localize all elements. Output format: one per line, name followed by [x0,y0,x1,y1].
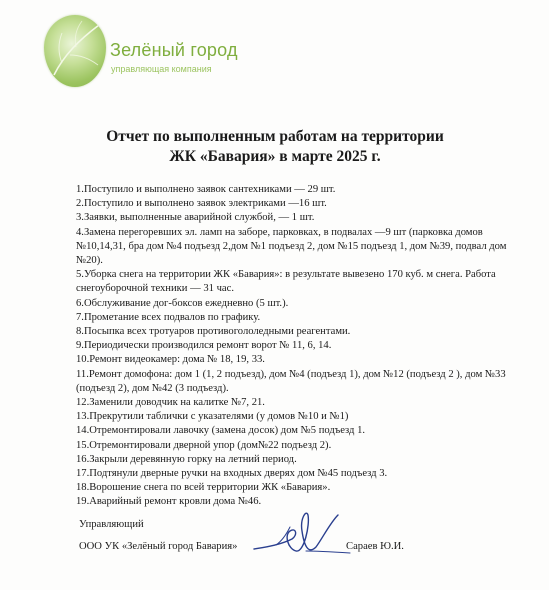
report-title-line-2: ЖК «Бавария» в марте 2025 г. [169,148,381,165]
list-item: 13.Прекрутили таблички с указателями (у домов №10 и №1) [76,411,349,423]
list-item: 6.Обслуживание дог-боксов ежедневно (5 шт.). [76,297,289,309]
report-title [60,127,490,167]
list-item: 2.Поступило и выполнено заявок электриками —16 шт. [76,198,327,210]
logo-company-name: Зелёный город [110,40,238,60]
leaf-icon [44,15,106,87]
logo-subtitle: управляющая компания [111,64,212,74]
list-item: 5.Уборка снега на территории ЖК «Бавария»: в результате вывезено 170 куб. м снега. Работа снегоуборочной техники — 31 час. [76,269,496,295]
work-items-list [76,183,521,510]
signatory-name: Сараев Ю.И. [346,541,404,552]
list-item: 12.Заменили доводчик на калитке №7, 21. [76,397,265,409]
list-item: 18.Ворошение снега по всей территории ЖК «Бавария». [76,482,331,494]
company-logo [44,12,254,92]
list-item: 15.Отремонтировали дверной упор (дом№22 подъезд 2). [76,439,332,451]
list-item: 4.Замена перегоревших эл. ламп на заборе, парковках, в подвалах —9 шт (парковка домов №10,14,31, бра дом №4 подъезд 2,дом №1 подъезд 2, дом №15 подъезд 1, дом №39, подвал дом №20). [76,226,507,267]
signatory-role: Управляющий [79,519,144,530]
list-item: 9.Периодически производился ремонт ворот № 11, 6, 14. [76,340,332,352]
list-item: 16.Закрыли деревянную горку на летний период. [76,453,297,465]
list-item: 8.Посыпка всех тротуаров противогололедными реагентами. [76,326,351,338]
list-item: 7.Прометание всех подвалов по графику. [76,311,261,323]
report-title-line-1: Отчет по выполненным работам на территории [106,128,444,145]
list-item: 14.Отремонтировали лавочку (замена досок) дом №5 подъезд 1. [76,425,366,437]
list-item: 3.Заявки, выполненные аварийной службой, — 1 шт. [76,212,315,224]
signatory-organization: ООО УК «Зелёный город Бавария» [79,541,238,552]
list-item: 19.Аварийный ремонт кровли дома №46. [76,496,262,508]
list-item: 11.Ремонт домофона: дом 1 (1, 2 подъезд), дом №4 (подъезд 1), дом №12 (подъезд 2 ), дом №33 (подъезд 2), дом №42 (3 подъезд). [76,368,506,394]
list-item: 17.Подтянули дверные ручки на входных дверях дом №45 подъезд 3. [76,468,388,480]
list-item: 1.Поступило и выполнено заявок сантехниками — 29 шт. [76,184,336,195]
handwritten-signature [246,505,366,565]
list-item: 10.Ремонт видеокамер: дома № 18, 19, 33. [76,354,265,366]
